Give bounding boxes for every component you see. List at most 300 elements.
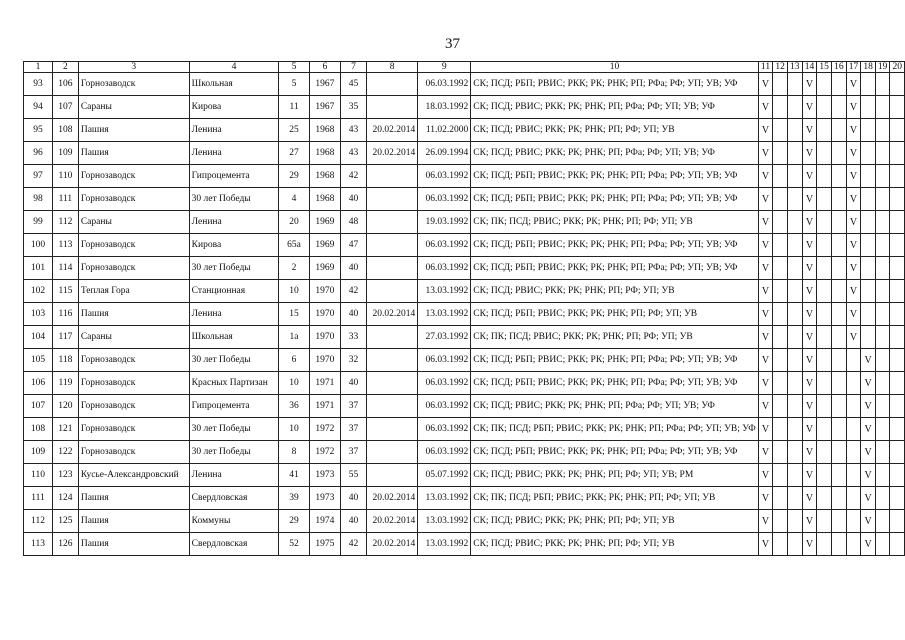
house-cell: 6 [279, 349, 309, 372]
mark-cell: V [758, 280, 772, 303]
year-cell: 1973 [309, 464, 340, 487]
mark-cell [787, 257, 802, 280]
column-header: 8 [366, 62, 417, 73]
mark-cell [817, 188, 832, 211]
date2-cell: 13.03.1992 [418, 303, 471, 326]
mark-cell [890, 533, 905, 556]
mark-cell [832, 211, 847, 234]
percent-cell: 43 [341, 119, 367, 142]
mark-cell [832, 510, 847, 533]
mark-cell [890, 165, 905, 188]
mark-cell [787, 96, 802, 119]
mark-cell [787, 349, 802, 372]
mark-cell: V [758, 96, 772, 119]
house-cell: 10 [279, 280, 309, 303]
mark-cell: V [846, 119, 861, 142]
mark-cell: V [802, 487, 817, 510]
mark-cell [817, 510, 832, 533]
table-row [24, 533, 905, 556]
mark-cell: V [861, 510, 876, 533]
percent-cell: 37 [341, 418, 367, 441]
mark-cell [890, 441, 905, 464]
mark-cell [773, 349, 788, 372]
date1-cell [366, 349, 417, 372]
column-header: 2 [53, 62, 79, 73]
percent-cell: 42 [341, 280, 367, 303]
column-header: 4 [189, 62, 279, 73]
mark-cell [773, 487, 788, 510]
mark-cell: V [758, 211, 772, 234]
object-id: 124 [53, 487, 79, 510]
date2-cell: 13.03.1992 [418, 487, 471, 510]
settlement-cell: Кусье-Александровский [78, 464, 189, 487]
date2-cell: 26.09.1994 [418, 142, 471, 165]
date2-cell: 13.03.1992 [418, 280, 471, 303]
date2-cell: 06.03.1992 [418, 188, 471, 211]
percent-cell: 40 [341, 303, 367, 326]
mark-cell [861, 257, 876, 280]
percent-cell: 40 [341, 257, 367, 280]
mark-cell: V [758, 418, 772, 441]
object-id: 110 [53, 165, 79, 188]
date2-cell: 06.03.1992 [418, 73, 471, 96]
row-number: 107 [24, 395, 53, 418]
row-number: 103 [24, 303, 53, 326]
codes-cell: СК; ПСД; РБП; РВИС; РКК; РК; РНК; РП; РФа; РФ; УП; УВ; УФ [471, 73, 759, 96]
mark-cell: V [802, 395, 817, 418]
percent-cell: 33 [341, 326, 367, 349]
mark-cell [875, 349, 890, 372]
codes-cell: СК; ПСД; РВИС; РКК; РК; РНК; РП; РФ; УП; УВ [471, 510, 759, 533]
row-number: 109 [24, 441, 53, 464]
table-row [24, 441, 905, 464]
date2-cell: 27.03.1992 [418, 326, 471, 349]
table-row [24, 280, 905, 303]
mark-cell: V [802, 441, 817, 464]
mark-cell [861, 119, 876, 142]
table-row [24, 464, 905, 487]
mark-cell [861, 73, 876, 96]
mark-cell: V [846, 142, 861, 165]
row-number: 96 [24, 142, 53, 165]
mark-cell [861, 188, 876, 211]
register-table [23, 61, 905, 556]
codes-cell: СК; ПСД; РВИС; РКК; РК; РНК; РП; РФ; УП; УВ [471, 533, 759, 556]
mark-cell [861, 142, 876, 165]
mark-cell [787, 372, 802, 395]
mark-cell: V [861, 418, 876, 441]
mark-cell: V [802, 326, 817, 349]
mark-cell [890, 303, 905, 326]
mark-cell [817, 372, 832, 395]
date1-cell [366, 326, 417, 349]
settlement-cell: Горнозаводск [78, 165, 189, 188]
date1-cell [366, 280, 417, 303]
codes-cell: СК; ПК; ПСД; РВИС; РКК; РК; РНК; РП; РФ; УП; УВ [471, 326, 759, 349]
street-cell: Гипроцемента [189, 165, 279, 188]
mark-cell: V [846, 234, 861, 257]
mark-cell [773, 464, 788, 487]
mark-cell [875, 119, 890, 142]
percent-cell: 40 [341, 510, 367, 533]
mark-cell [846, 372, 861, 395]
table-row [24, 211, 905, 234]
date1-cell [366, 257, 417, 280]
mark-cell [832, 142, 847, 165]
mark-cell [787, 418, 802, 441]
mark-cell: V [758, 165, 772, 188]
mark-cell [875, 395, 890, 418]
date2-cell: 13.03.1992 [418, 510, 471, 533]
date1-cell [366, 464, 417, 487]
percent-cell: 40 [341, 487, 367, 510]
settlement-cell: Горнозаводск [78, 372, 189, 395]
mark-cell [846, 464, 861, 487]
street-cell: Гипроцемента [189, 395, 279, 418]
row-number: 108 [24, 418, 53, 441]
page-number: 37 [445, 36, 460, 52]
mark-cell [875, 418, 890, 441]
year-cell: 1968 [309, 142, 340, 165]
table-row [24, 142, 905, 165]
mark-cell [832, 280, 847, 303]
mark-cell: V [802, 119, 817, 142]
street-cell: 30 лет Победы [189, 257, 279, 280]
object-id: 121 [53, 418, 79, 441]
mark-cell [787, 303, 802, 326]
table-row [24, 349, 905, 372]
settlement-cell: Горнозаводск [78, 441, 189, 464]
codes-cell: СК; ПСД; РБП; РВИС; РКК; РК; РНК; РП; РФа; РФ; УП; УВ; УФ [471, 349, 759, 372]
street-cell: Ленина [189, 464, 279, 487]
date2-cell: 06.03.1992 [418, 257, 471, 280]
mark-cell: V [802, 188, 817, 211]
date1-cell [366, 418, 417, 441]
settlement-cell: Горнозаводск [78, 349, 189, 372]
mark-cell: V [802, 211, 817, 234]
row-number: 94 [24, 96, 53, 119]
date1-cell: 20.02.2014 [366, 510, 417, 533]
date1-cell: 20.02.2014 [366, 142, 417, 165]
mark-cell [875, 303, 890, 326]
mark-cell [875, 234, 890, 257]
date1-cell: 20.02.2014 [366, 487, 417, 510]
house-cell: 39 [279, 487, 309, 510]
row-number: 104 [24, 326, 53, 349]
date1-cell [366, 372, 417, 395]
date2-cell: 05.07.1992 [418, 464, 471, 487]
mark-cell: V [758, 372, 772, 395]
row-number: 110 [24, 464, 53, 487]
mark-cell [832, 372, 847, 395]
mark-cell: V [758, 395, 772, 418]
mark-cell [890, 188, 905, 211]
street-cell: Школьная [189, 73, 279, 96]
column-header: 20 [890, 62, 905, 73]
mark-cell [890, 395, 905, 418]
house-cell: 5 [279, 73, 309, 96]
percent-cell: 32 [341, 349, 367, 372]
row-number: 100 [24, 234, 53, 257]
object-id: 116 [53, 303, 79, 326]
mark-cell [890, 96, 905, 119]
percent-cell: 42 [341, 533, 367, 556]
percent-cell: 48 [341, 211, 367, 234]
date2-cell: 06.03.1992 [418, 234, 471, 257]
settlement-cell: Пашия [78, 119, 189, 142]
street-cell: 30 лет Победы [189, 418, 279, 441]
mark-cell [832, 418, 847, 441]
mark-cell [832, 257, 847, 280]
mark-cell: V [846, 211, 861, 234]
mark-cell [773, 119, 788, 142]
mark-cell [875, 165, 890, 188]
mark-cell [773, 418, 788, 441]
house-cell: 65а [279, 234, 309, 257]
mark-cell [890, 234, 905, 257]
mark-cell: V [802, 234, 817, 257]
mark-cell: V [758, 119, 772, 142]
year-cell: 1968 [309, 188, 340, 211]
percent-cell: 43 [341, 142, 367, 165]
codes-cell: СК; ПСД; РВИС; РКК; РК; РНК; РП; РФ; УП; УВ [471, 280, 759, 303]
date1-cell: 20.02.2014 [366, 303, 417, 326]
column-header: 6 [309, 62, 340, 73]
codes-cell: СК; ПСД; РВИС; РКК; РК; РНК; РП; РФа; РФ; УП; УВ; УФ [471, 395, 759, 418]
mark-cell: V [846, 96, 861, 119]
mark-cell: V [802, 257, 817, 280]
table-row [24, 303, 905, 326]
year-cell: 1969 [309, 257, 340, 280]
mark-cell [846, 418, 861, 441]
codes-cell: СК; ПСД; РБП; РВИС; РКК; РК; РНК; РП; РФа; РФ; УП; УВ; УФ [471, 441, 759, 464]
mark-cell [817, 303, 832, 326]
mark-cell [787, 510, 802, 533]
settlement-cell: Горнозаводск [78, 257, 189, 280]
year-cell: 1970 [309, 303, 340, 326]
mark-cell: V [758, 464, 772, 487]
column-header: 12 [773, 62, 788, 73]
object-id: 114 [53, 257, 79, 280]
street-cell: 30 лет Победы [189, 188, 279, 211]
object-id: 118 [53, 349, 79, 372]
house-cell: 36 [279, 395, 309, 418]
mark-cell [773, 280, 788, 303]
street-cell: Ленина [189, 211, 279, 234]
settlement-cell: Горнозаводск [78, 395, 189, 418]
table-row [24, 487, 905, 510]
row-number: 112 [24, 510, 53, 533]
year-cell: 1970 [309, 349, 340, 372]
mark-cell: V [802, 464, 817, 487]
mark-cell [817, 96, 832, 119]
mark-cell [861, 165, 876, 188]
table-row [24, 418, 905, 441]
year-cell: 1969 [309, 234, 340, 257]
settlement-cell: Горнозаводск [78, 234, 189, 257]
mark-cell [773, 257, 788, 280]
table-row [24, 395, 905, 418]
mark-cell [875, 257, 890, 280]
mark-cell [832, 464, 847, 487]
mark-cell [787, 280, 802, 303]
object-id: 106 [53, 73, 79, 96]
mark-cell [817, 142, 832, 165]
mark-cell: V [758, 326, 772, 349]
settlement-cell: Сараны [78, 211, 189, 234]
mark-cell [773, 303, 788, 326]
date1-cell [366, 188, 417, 211]
table-row [24, 510, 905, 533]
mark-cell [875, 211, 890, 234]
date1-cell [366, 73, 417, 96]
date2-cell: 06.03.1992 [418, 418, 471, 441]
mark-cell: V [802, 372, 817, 395]
mark-cell [890, 73, 905, 96]
percent-cell: 37 [341, 395, 367, 418]
object-id: 120 [53, 395, 79, 418]
row-number: 111 [24, 487, 53, 510]
house-cell: 10 [279, 372, 309, 395]
column-header: 5 [279, 62, 309, 73]
street-cell: 30 лет Победы [189, 441, 279, 464]
codes-cell: СК; ПСД; РВИС; РКК; РК; РНК; РП; РФа; РФ; УП; УВ; УФ [471, 96, 759, 119]
mark-cell: V [802, 280, 817, 303]
column-header: 11 [758, 62, 772, 73]
house-cell: 10 [279, 418, 309, 441]
year-cell: 1972 [309, 418, 340, 441]
table-row [24, 73, 905, 96]
codes-cell: СК; ПК; ПСД; РВИС; РКК; РК; РНК; РП; РФ; УП; УВ [471, 211, 759, 234]
mark-cell [787, 395, 802, 418]
year-cell: 1968 [309, 165, 340, 188]
mark-cell: V [802, 165, 817, 188]
house-cell: 15 [279, 303, 309, 326]
house-cell: 1а [279, 326, 309, 349]
year-cell: 1967 [309, 73, 340, 96]
year-cell: 1971 [309, 395, 340, 418]
mark-cell: V [861, 533, 876, 556]
percent-cell: 40 [341, 372, 367, 395]
mark-cell [875, 142, 890, 165]
mark-cell [817, 326, 832, 349]
mark-cell [875, 533, 890, 556]
mark-cell [890, 326, 905, 349]
mark-cell [787, 464, 802, 487]
object-id: 125 [53, 510, 79, 533]
mark-cell: V [802, 303, 817, 326]
date2-cell: 19.03.1992 [418, 211, 471, 234]
date2-cell: 06.03.1992 [418, 165, 471, 188]
mark-cell: V [758, 487, 772, 510]
street-cell: Кирова [189, 234, 279, 257]
object-id: 107 [53, 96, 79, 119]
mark-cell [787, 441, 802, 464]
house-cell: 8 [279, 441, 309, 464]
mark-cell [773, 165, 788, 188]
house-cell: 11 [279, 96, 309, 119]
mark-cell [861, 96, 876, 119]
date2-cell: 06.03.1992 [418, 441, 471, 464]
object-id: 119 [53, 372, 79, 395]
mark-cell: V [758, 142, 772, 165]
table-row [24, 119, 905, 142]
mark-cell: V [846, 165, 861, 188]
date2-cell: 18.03.1992 [418, 96, 471, 119]
mark-cell [787, 188, 802, 211]
mark-cell: V [758, 441, 772, 464]
object-id: 113 [53, 234, 79, 257]
column-header: 3 [78, 62, 189, 73]
year-cell: 1968 [309, 119, 340, 142]
mark-cell [832, 119, 847, 142]
mark-cell [773, 234, 788, 257]
mark-cell: V [758, 349, 772, 372]
column-header: 18 [861, 62, 876, 73]
house-cell: 20 [279, 211, 309, 234]
row-number: 99 [24, 211, 53, 234]
codes-cell: СК; ПСД; РВИС; РКК; РК; РНК; РП; РФа; РФ; УП; УВ; УФ [471, 142, 759, 165]
percent-cell: 35 [341, 96, 367, 119]
mark-cell: V [861, 349, 876, 372]
house-cell: 2 [279, 257, 309, 280]
settlement-cell: Горнозаводск [78, 73, 189, 96]
mark-cell [890, 280, 905, 303]
settlement-cell: Сараны [78, 326, 189, 349]
date1-cell [366, 441, 417, 464]
codes-cell: СК; ПСД; РБП; РВИС; РКК; РК; РНК; РП; РФ; УП; УВ [471, 303, 759, 326]
mark-cell: V [846, 303, 861, 326]
codes-cell: СК; ПСД; РВИС; РКК; РК; РНК; РП; РФ; УП; УВ; РМ [471, 464, 759, 487]
settlement-cell: Пашия [78, 533, 189, 556]
percent-cell: 47 [341, 234, 367, 257]
mark-cell [861, 211, 876, 234]
mark-cell [890, 257, 905, 280]
mark-cell [817, 257, 832, 280]
street-cell: Станционная [189, 280, 279, 303]
mark-cell: V [846, 188, 861, 211]
row-number: 93 [24, 73, 53, 96]
mark-cell [890, 464, 905, 487]
date1-cell: 20.02.2014 [366, 533, 417, 556]
mark-cell: V [802, 73, 817, 96]
house-cell: 25 [279, 119, 309, 142]
year-cell: 1975 [309, 533, 340, 556]
mark-cell [817, 395, 832, 418]
mark-cell [773, 73, 788, 96]
house-cell: 52 [279, 533, 309, 556]
year-cell: 1974 [309, 510, 340, 533]
object-id: 117 [53, 326, 79, 349]
mark-cell [817, 73, 832, 96]
codes-cell: СК; ПСД; РВИС; РКК; РК; РНК; РП; РФ; УП; УВ [471, 119, 759, 142]
codes-cell: СК; ПСД; РБП; РВИС; РКК; РК; РНК; РП; РФа; РФ; УП; УВ; УФ [471, 372, 759, 395]
mark-cell [787, 487, 802, 510]
mark-cell [773, 142, 788, 165]
mark-cell [890, 372, 905, 395]
percent-cell: 45 [341, 73, 367, 96]
mark-cell [787, 533, 802, 556]
codes-cell: СК; ПСД; РБП; РВИС; РКК; РК; РНК; РП; РФа; РФ; УП; УВ; УФ [471, 257, 759, 280]
street-cell: Кирова [189, 96, 279, 119]
mark-cell [773, 441, 788, 464]
mark-cell [832, 234, 847, 257]
object-id: 111 [53, 188, 79, 211]
mark-cell [832, 303, 847, 326]
settlement-cell: Горнозаводск [78, 418, 189, 441]
date1-cell [366, 234, 417, 257]
mark-cell [875, 73, 890, 96]
